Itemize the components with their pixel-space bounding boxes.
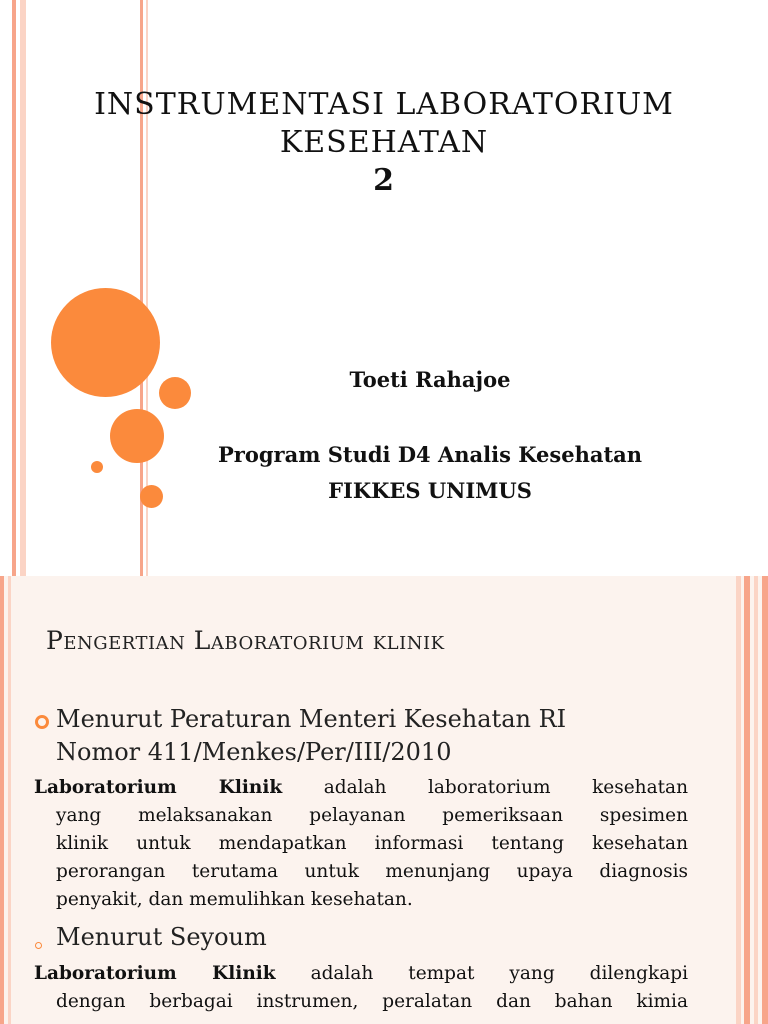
right-stripe	[762, 576, 768, 1024]
bullet-item	[56, 703, 566, 769]
left-stripe	[0, 576, 4, 1024]
title-line: 2	[373, 163, 395, 198]
faculty-name: FIKKES UNIMUS	[328, 478, 532, 503]
slide-title	[0, 86, 768, 200]
paragraph-line: yang melaksanakan pelayanan pemeriksaan spesimen	[56, 805, 688, 826]
author-name: Toeti Rahajoe	[349, 367, 511, 392]
slide-heading: Pengertian Laboratorium klinik	[46, 626, 445, 655]
title-line: KESEHATAN	[279, 125, 489, 160]
left-stripe	[8, 576, 11, 1024]
definition-paragraph	[34, 774, 688, 914]
paragraph-line: dengan berbagai instrumen, peralatan dan bahan kimia	[56, 991, 688, 1012]
paragraph-line: Laboratorium Klinik adalah laboratorium kesehatan	[34, 777, 688, 798]
paragraph-line: penyakit, dan memulihkan kesehatan.	[56, 889, 413, 910]
definition-paragraph	[34, 960, 688, 1016]
right-stripe	[754, 576, 758, 1024]
term: Laboratorium Klinik	[34, 777, 283, 798]
decorative-circle	[110, 409, 164, 463]
decorative-circle	[140, 485, 163, 508]
decorative-circle	[159, 377, 191, 409]
content-slide	[0, 576, 768, 1024]
paragraph-line: perorangan terutama untuk menunjang upaya diagnosis	[56, 861, 688, 882]
right-stripe	[744, 576, 750, 1024]
decorative-circle	[51, 288, 160, 397]
title-line: INSTRUMENTASI LABORATORIUM	[94, 87, 674, 122]
bullet-line: Menurut Peraturan Menteri Kesehatan RI	[56, 705, 567, 733]
decorative-circle	[91, 461, 103, 473]
paragraph-line: klinik untuk mendapatkan informasi tentang kesehatan	[56, 833, 688, 854]
bullet-line: Nomor 411/Menkes/Per/III/2010	[56, 738, 452, 766]
bullet-item: Menurut Seyoum	[56, 923, 267, 951]
bullet-circle-icon	[35, 942, 42, 949]
term: Laboratorium Klinik	[34, 963, 276, 984]
program-name: Program Studi D4 Analis Kesehatan	[217, 442, 643, 467]
paragraph-line: Laboratorium Klinik adalah tempat yang dilengkapi	[34, 963, 688, 984]
right-stripe	[736, 576, 741, 1024]
bullet-circle-icon	[35, 715, 49, 729]
